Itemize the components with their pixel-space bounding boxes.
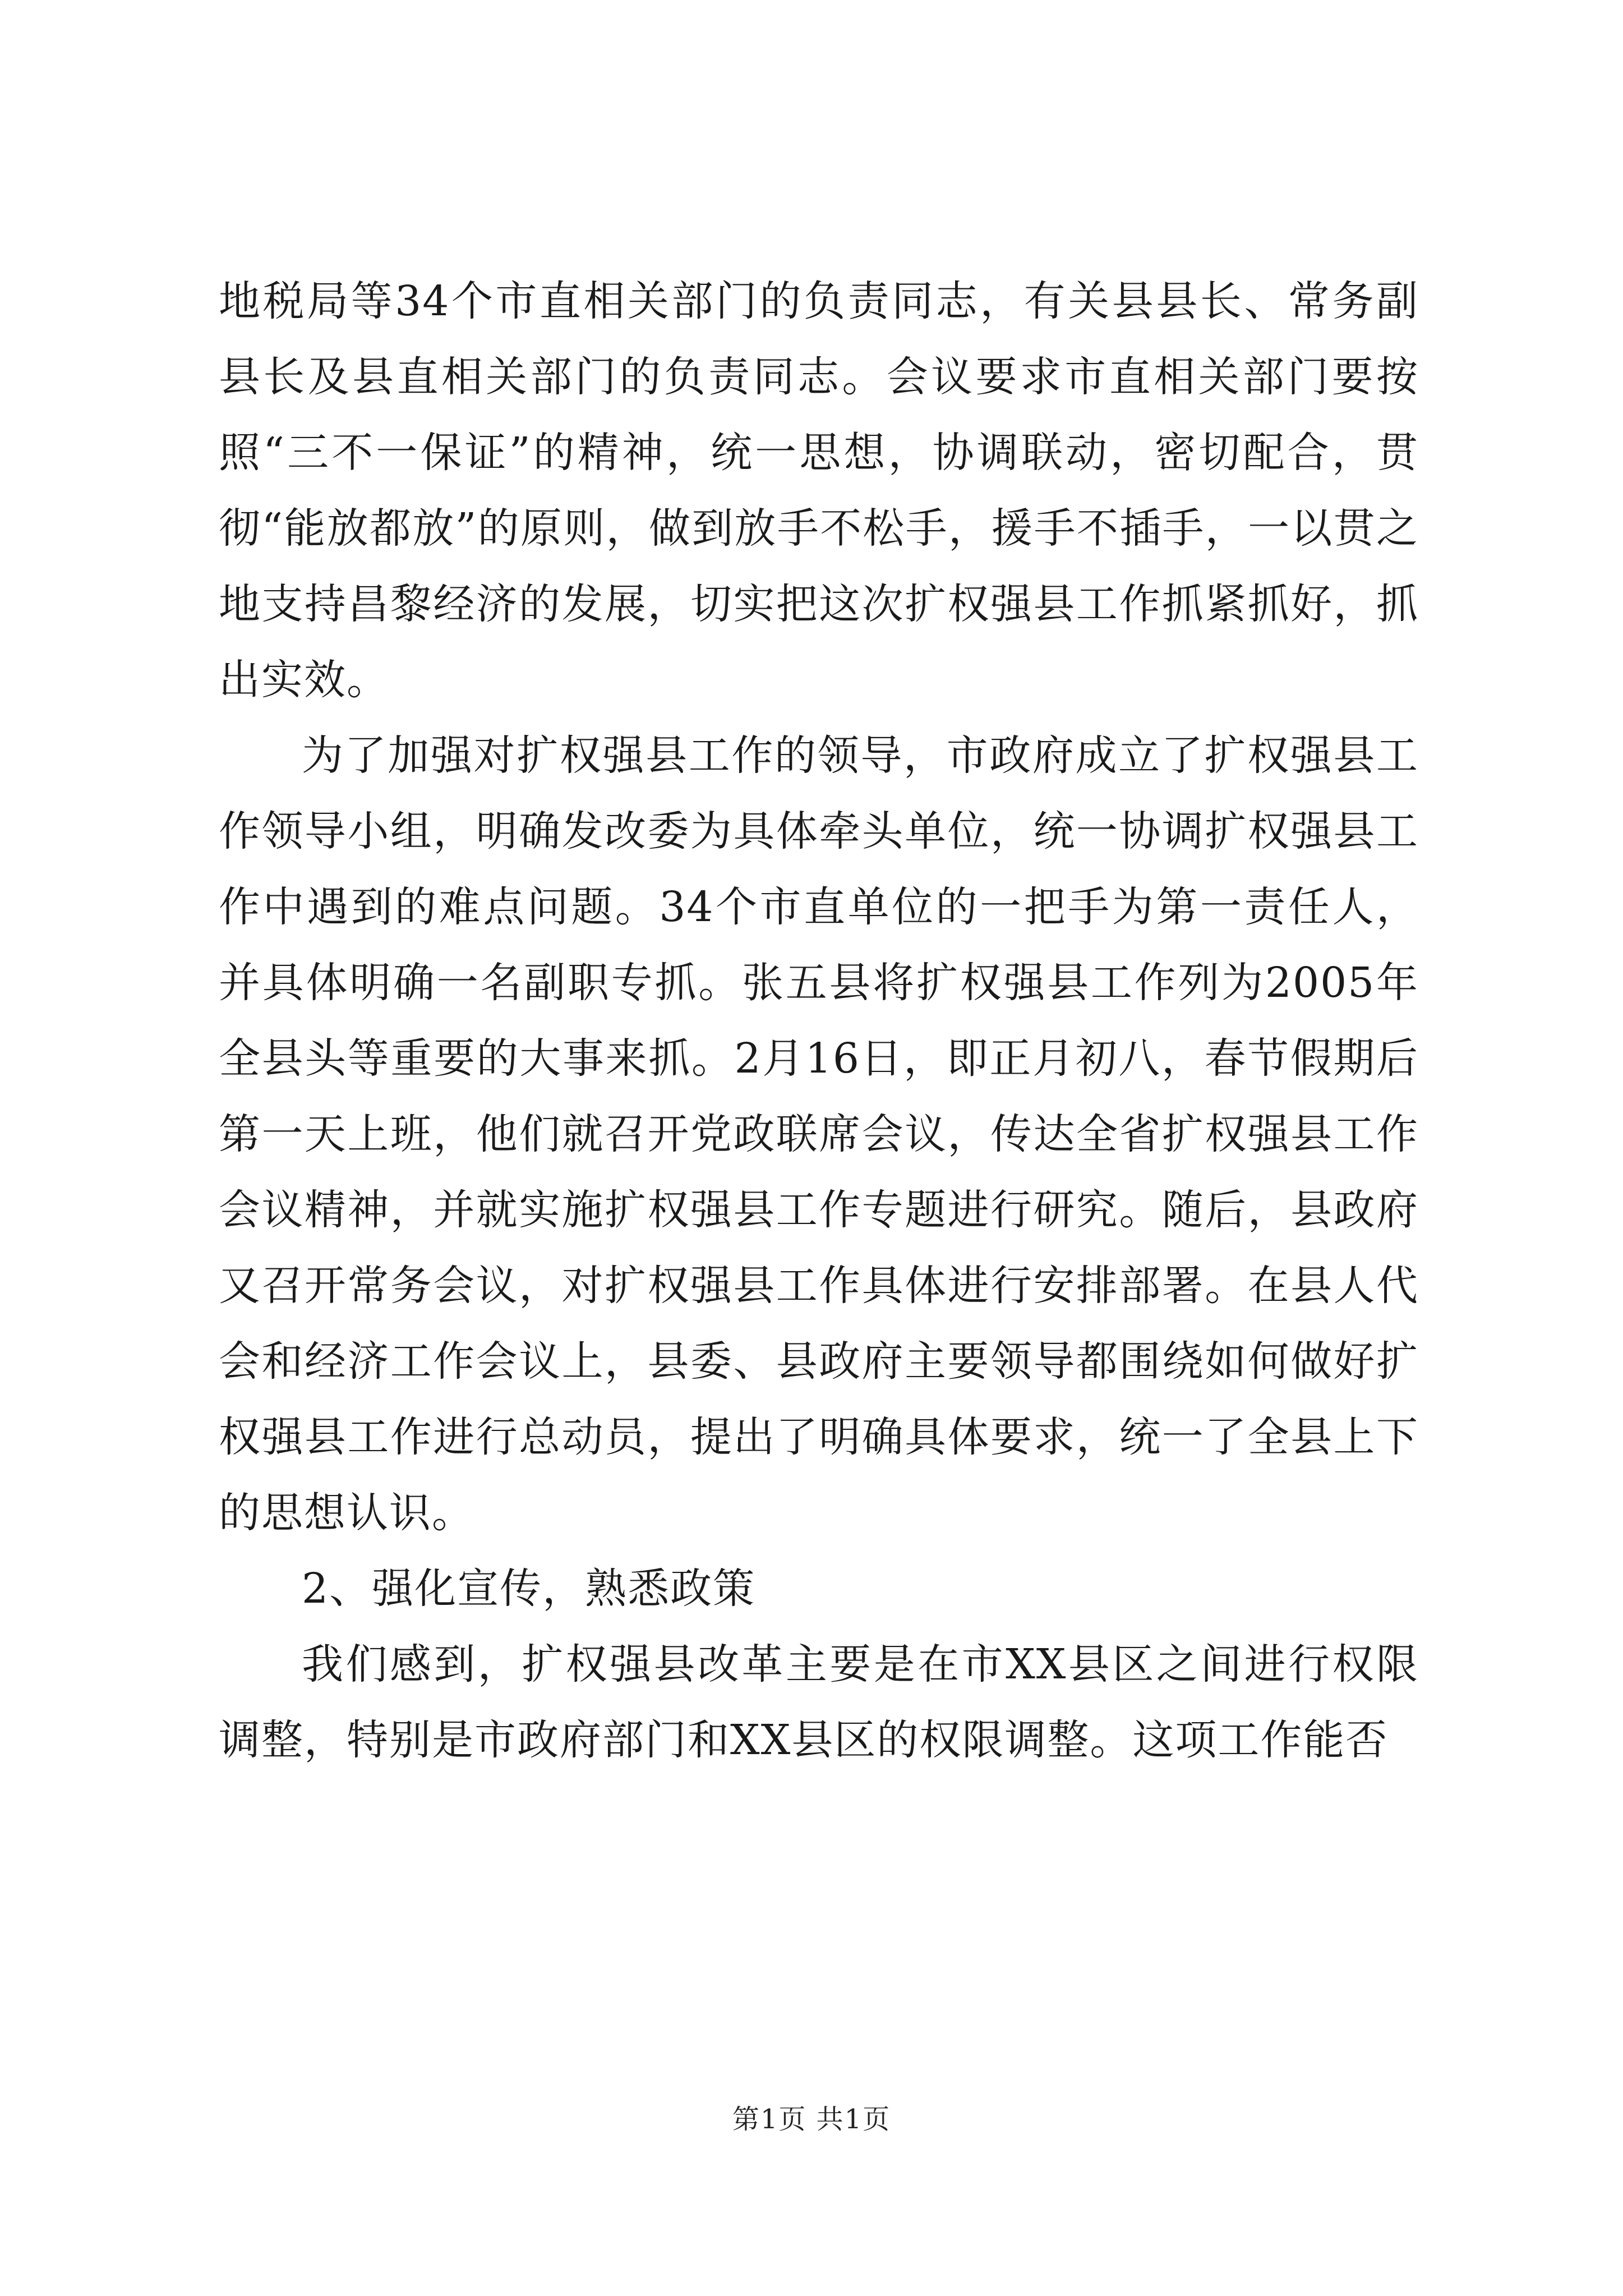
paragraph-leadership: 为了加强对扩权强县工作的领导，市政府成立了扩权强县工作领导小组，明确发改委为具体牵头单位，统一协调扩权强县工作中遇到的难点问题。34个市直单位的一把手为第一责任人，并具体明确一名副职专抓。张五县将扩权强县工作列为2005年全县头等重要的大事来抓。2月16日，即正月初八，春节假期后第一天上班，他们就召开党政联席会议，传达全省扩权强县工作会议精神，并就实施扩权强县工作专题进行研究。随后，县政府又召开常务会议，对扩权强县工作具体进行安排部署。在县人代会和经济工作会议上，县委、县政府主要领导都围绕如何做好扩权强县工作进行总动员，提出了明确具体要求，统一了全县上下的思想认识。 bbox=[219, 731, 1419, 1537]
section-heading-publicity: 2、强化宣传，熟悉政策 bbox=[302, 1565, 756, 1613]
page-number-footer: 第1页 共1页 bbox=[732, 2104, 891, 2135]
paragraph-adjustment: 我们感到，扩权强县改革主要是在市XX县区之间进行权限调整，特别是市政府部门和XX县区的权限调整。这项工作能否 bbox=[219, 1640, 1419, 1764]
document-body bbox=[219, 264, 1419, 1778]
paragraph-meeting-requirements: 地税局等34个市直相关部门的负责同志，有关县县长、常务副县长及县直相关部门的负责同志。会议要求市直相关部门要按照“三不一保证”的精神，统一思想，协调联动，密切配合，贯彻“能放都放”的原则，做到放手不松手，援手不插手，一以贯之地支持昌黎经济的发展，切实把这次扩权强县工作抓紧抓好，抓出实效。 bbox=[219, 277, 1419, 704]
